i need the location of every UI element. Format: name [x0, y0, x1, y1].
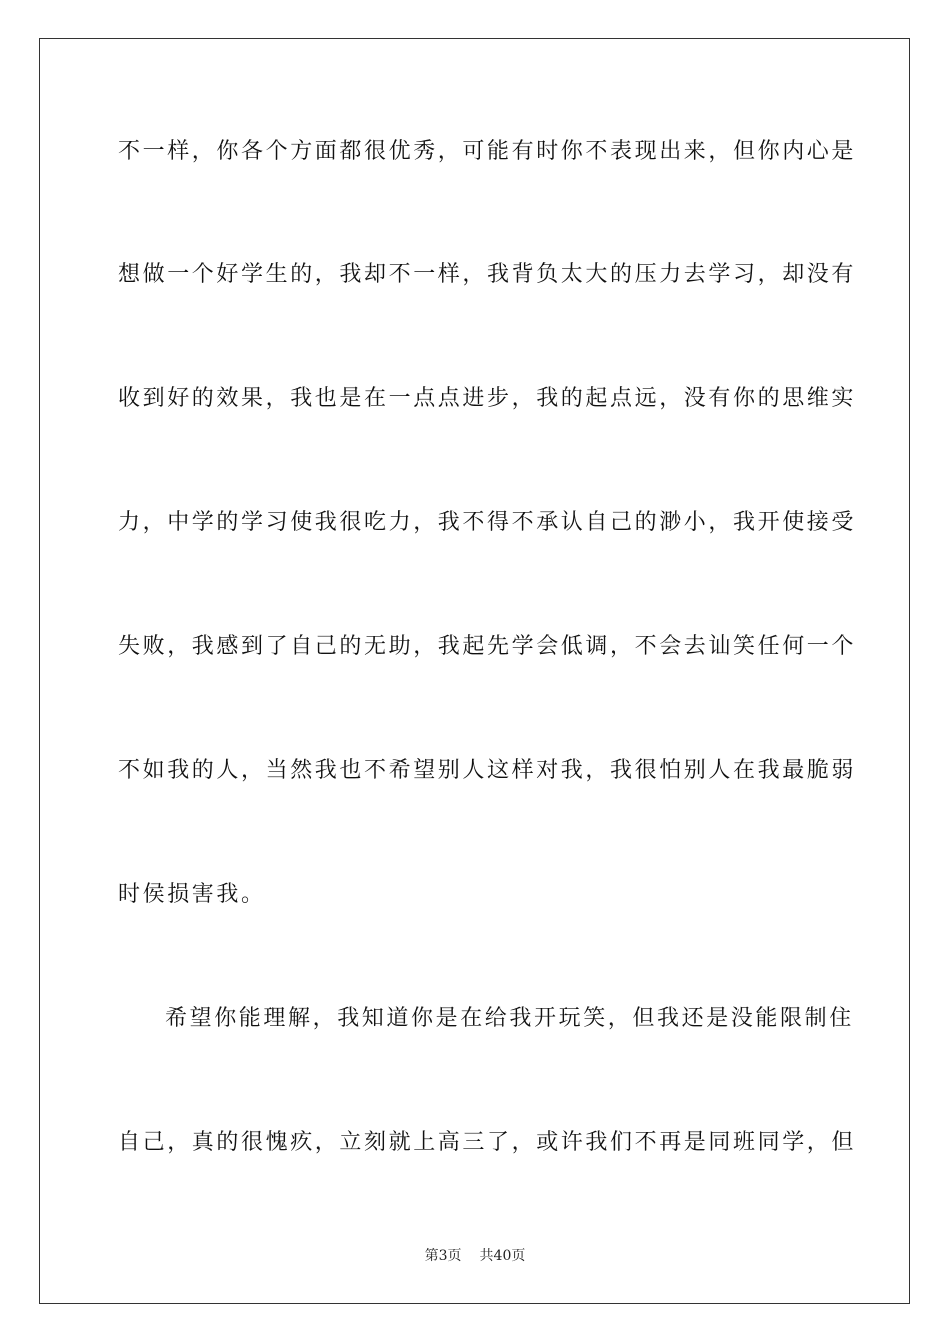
- page-border: [39, 38, 910, 1304]
- text-line: 不一样，你各个方面都很优秀，可能有时你不表现出来，但你内心是: [118, 139, 857, 164]
- page-total: 共40页: [479, 1248, 526, 1264]
- text-line: 想做一个好学生的，我却不一样，我背负太大的压力去学习，却没有: [118, 262, 857, 287]
- text-line: 不如我的人，当然我也不希望别人这样对我，我很怕别人在我最脆弱: [118, 758, 857, 783]
- text-line: 时侯损害我。: [118, 882, 266, 907]
- page-number: 第3页: [424, 1248, 462, 1264]
- paragraph-first-line: 希望你能理解，我知道你是在给我开玩笑，但我还是没能限制住: [165, 1006, 854, 1031]
- text-line: 收到好的效果，我也是在一点点进步，我的起点远，没有你的思维实: [118, 386, 857, 411]
- page-footer: [0, 1247, 950, 1265]
- text-line: 失败，我感到了自己的无助，我起先学会低调，不会去讪笑任何一个: [118, 634, 857, 659]
- text-line: 自己，真的很愧疚，立刻就上高三了，或许我们不再是同班同学，但: [118, 1130, 857, 1155]
- text-line: 力，中学的学习使我很吃力，我不得不承认自己的渺小，我开使接受: [118, 510, 857, 535]
